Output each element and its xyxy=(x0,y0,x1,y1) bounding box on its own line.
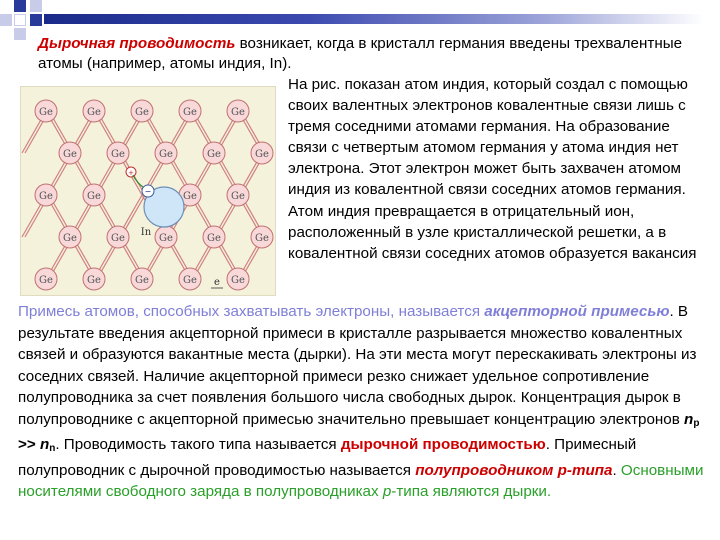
germanium-label: Ge xyxy=(39,191,53,202)
germanium-label: Ge xyxy=(255,149,269,160)
crystal-lattice-figure xyxy=(20,86,276,296)
germanium-label: Ge xyxy=(207,233,221,244)
np-subscript: p xyxy=(693,417,700,429)
body-paragraph xyxy=(18,301,708,503)
germanium-label: Ge xyxy=(63,233,77,244)
intro-text: возникает, когда в кристалл германия введены трехвалентные атомы (например, атомы индия, In). xyxy=(38,35,683,72)
acceptor-term: акцепторной примесью xyxy=(484,303,670,320)
ion-charge-sign: − xyxy=(145,187,151,198)
germanium-label: Ge xyxy=(231,191,245,202)
germanium-label: Ge xyxy=(183,191,197,202)
germanium-label: Ge xyxy=(39,107,53,118)
germanium-label: Ge xyxy=(231,275,245,286)
germanium-label: Ge xyxy=(255,233,269,244)
decor-square xyxy=(14,0,26,12)
np-symbol: n xyxy=(684,410,694,428)
description-text: На рис. показан атом индия, который создал с помощью своих валентных электронов ковалентные связи лишь с тремя соседними атомами германия. На образование связи с четвертым атомом германия у атома индия нет электрона. Этот электрон может быть захвачен атомом индия из ковалентной связи соседних атомов германия. Атом индия превращается в отрицательный ион, расположенный в узле кристаллической решетки, а в ковалентной связи соседних атомов образуется вакансия xyxy=(288,76,697,262)
majority-carriers-end: -типа являются дырки. xyxy=(391,483,552,500)
p-letter: p xyxy=(382,483,392,500)
germanium-label: Ge xyxy=(231,107,245,118)
decor-square xyxy=(14,28,26,40)
germanium-label: Ge xyxy=(135,107,149,118)
germanium-label: Ge xyxy=(39,275,53,286)
germanium-label: Ge xyxy=(183,275,197,286)
gtgt-symbol: >> xyxy=(18,436,40,453)
title-bar xyxy=(44,14,704,24)
hole-sign: + xyxy=(128,168,134,178)
body-text-4: . xyxy=(612,461,621,479)
indium-label: In xyxy=(140,227,152,238)
germanium-label: Ge xyxy=(159,149,173,160)
germanium-label: Ge xyxy=(135,275,149,286)
intro-term: Дырочная проводимость xyxy=(38,35,236,52)
intro-paragraph xyxy=(38,34,710,74)
germanium-label: Ge xyxy=(87,107,101,118)
decor-square xyxy=(0,14,12,26)
p-type-term: полупроводником p-типа xyxy=(415,461,613,479)
germanium-label: Ge xyxy=(159,233,173,244)
body-text-2: . Проводимость такого типа называется xyxy=(55,436,341,453)
electron-symbol: e xyxy=(214,277,220,288)
germanium-label: Ge xyxy=(183,107,197,118)
germanium-label: Ge xyxy=(111,149,125,160)
germanium-label: Ge xyxy=(207,149,221,160)
germanium-label: Ge xyxy=(87,275,101,286)
decor-square xyxy=(30,0,42,12)
body-text-3: . Примесный полупроводник с дырочной проводимостью называется xyxy=(18,436,637,479)
germanium-label: Ge xyxy=(87,191,101,202)
lattice-diagram xyxy=(21,87,275,295)
hole-conduction-term: дырочной проводимостью xyxy=(340,436,546,453)
germanium-label: Ge xyxy=(63,149,77,160)
body-intro: Примесь атомов, способных захватывать электроны, называется xyxy=(18,303,485,320)
nn-symbol: n xyxy=(39,436,50,453)
body-text-1: . В результате введения акцепторной примеси в кристалле разрывается множество ковалентных связей и образуются вакантные места (дырки). На эти места могут перескакивать электроны из соседних связей. Наличие акцепторной примеси резко снижает удельное сопротивление полупроводника за счет появления большого числа свободных дырок. Концентрация дырок в полупроводнике с акцепторной примесью значительно превышает концентрацию электронов xyxy=(18,303,697,428)
nn-subscript: n xyxy=(49,443,56,454)
decor-square xyxy=(30,14,42,26)
decor-square xyxy=(14,14,26,26)
majority-carriers-text: Основными носителями свободного заряда в полупроводниках xyxy=(18,461,704,500)
germanium-label: Ge xyxy=(111,233,125,244)
